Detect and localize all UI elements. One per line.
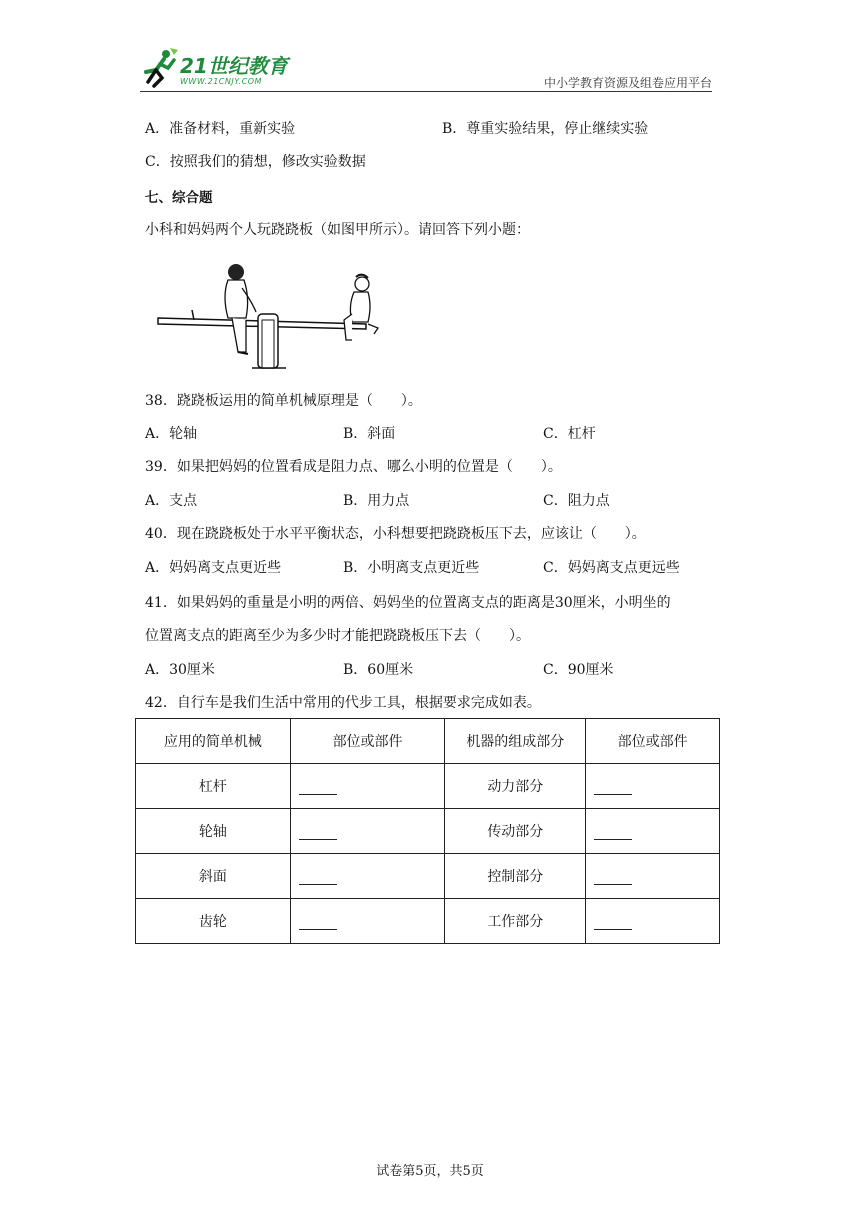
answer-blank[interactable]: [586, 854, 720, 899]
answer-blank[interactable]: [586, 809, 720, 854]
answer-blank[interactable]: [290, 899, 445, 944]
table-header: 部位或部件: [586, 719, 720, 764]
q37-option-b: B．尊重实验结果，停止继续实验: [442, 121, 649, 137]
question-39: 39．如果把妈妈的位置看成是阻力点、哪么小明的位置是（ ）。: [145, 459, 562, 475]
table-header: 应用的简单机械: [136, 719, 291, 764]
q38-option-a: A．轮轴: [145, 426, 198, 442]
table-row: [136, 854, 720, 899]
question-40: 40．现在跷跷板处于水平平衡状态，小科想要把跷跷板压下去，应该让（ ）。: [145, 526, 646, 542]
q41-option-a: A．30厘米: [145, 662, 215, 678]
component-cell: 控制部分: [445, 854, 586, 899]
platform-name: 中小学教育资源及组卷应用平台: [543, 76, 712, 90]
header-divider: [140, 91, 712, 92]
table-header-row: [136, 719, 720, 764]
table-row: [136, 764, 720, 809]
question-42: 42．自行车是我们生活中常用的代步工具，根据要求完成如表。: [145, 695, 541, 711]
bicycle-table: [135, 718, 720, 944]
q39-option-c: C．阻力点: [543, 493, 610, 509]
q39-option-b: B．用力点: [343, 493, 410, 509]
q40-option-c: C．妈妈离支点更远些: [543, 560, 680, 576]
blank-line: [299, 913, 337, 930]
question-41-line2: 位置离支点的距离至少为多少时才能把跷跷板压下去（ ）。: [145, 628, 530, 644]
blank-line: [594, 778, 632, 795]
blank-line: [299, 868, 337, 885]
machine-cell: 斜面: [136, 854, 291, 899]
machine-cell: 杠杆: [136, 764, 291, 809]
answer-blank[interactable]: [290, 809, 445, 854]
seesaw-figure: [156, 258, 386, 370]
blank-line: [299, 823, 337, 840]
q40-option-b: B．小明离支点更近些: [343, 560, 480, 576]
blank-line: [299, 778, 337, 795]
logo-text: 21世纪教育: [180, 54, 288, 78]
q40-option-a: A．妈妈离支点更近些: [145, 560, 282, 576]
intro-text: 小科和妈妈两个人玩跷跷板（如图甲所示）。请回答下列小题：: [145, 222, 530, 238]
q38-option-b: B．斜面: [343, 426, 396, 442]
machine-cell: 轮轴: [136, 809, 291, 854]
q38-option-c: C．杠杆: [543, 426, 596, 442]
q41-option-c: C．90厘米: [543, 662, 614, 678]
q41-option-b: B．60厘米: [343, 662, 414, 678]
table-row: [136, 899, 720, 944]
table-header: 部位或部件: [290, 719, 445, 764]
table-header: 机器的组成部分: [445, 719, 586, 764]
table-row: [136, 809, 720, 854]
answer-blank[interactable]: [290, 854, 445, 899]
component-cell: 动力部分: [445, 764, 586, 809]
question-41-line1: 41．如果妈妈的重量是小明的两倍、妈妈坐的位置离支点的距离是30厘米，小明坐的: [145, 595, 671, 611]
blank-line: [594, 913, 632, 930]
blank-line: [594, 823, 632, 840]
machine-cell: 齿轮: [136, 899, 291, 944]
q39-option-a: A．支点: [145, 493, 198, 509]
answer-blank[interactable]: [290, 764, 445, 809]
page-header: [140, 44, 712, 92]
component-cell: 工作部分: [445, 899, 586, 944]
section-title: 七、综合题: [145, 190, 213, 206]
question-38: 38．跷跷板运用的简单机械原理是（ ）。: [145, 393, 422, 409]
page-footer: 试卷第5页，共5页: [376, 1164, 484, 1179]
answer-blank[interactable]: [586, 899, 720, 944]
logo-url: WWW.21CNJY.COM: [180, 77, 262, 86]
q37-option-a: A．准备材料，重新实验: [145, 121, 296, 137]
answer-blank[interactable]: [586, 764, 720, 809]
runner-logo-icon: [140, 46, 180, 90]
logo: [140, 44, 340, 90]
q37-option-c: C．按照我们的猜想，修改实验数据: [145, 154, 366, 170]
blank-line: [594, 868, 632, 885]
component-cell: 传动部分: [445, 809, 586, 854]
